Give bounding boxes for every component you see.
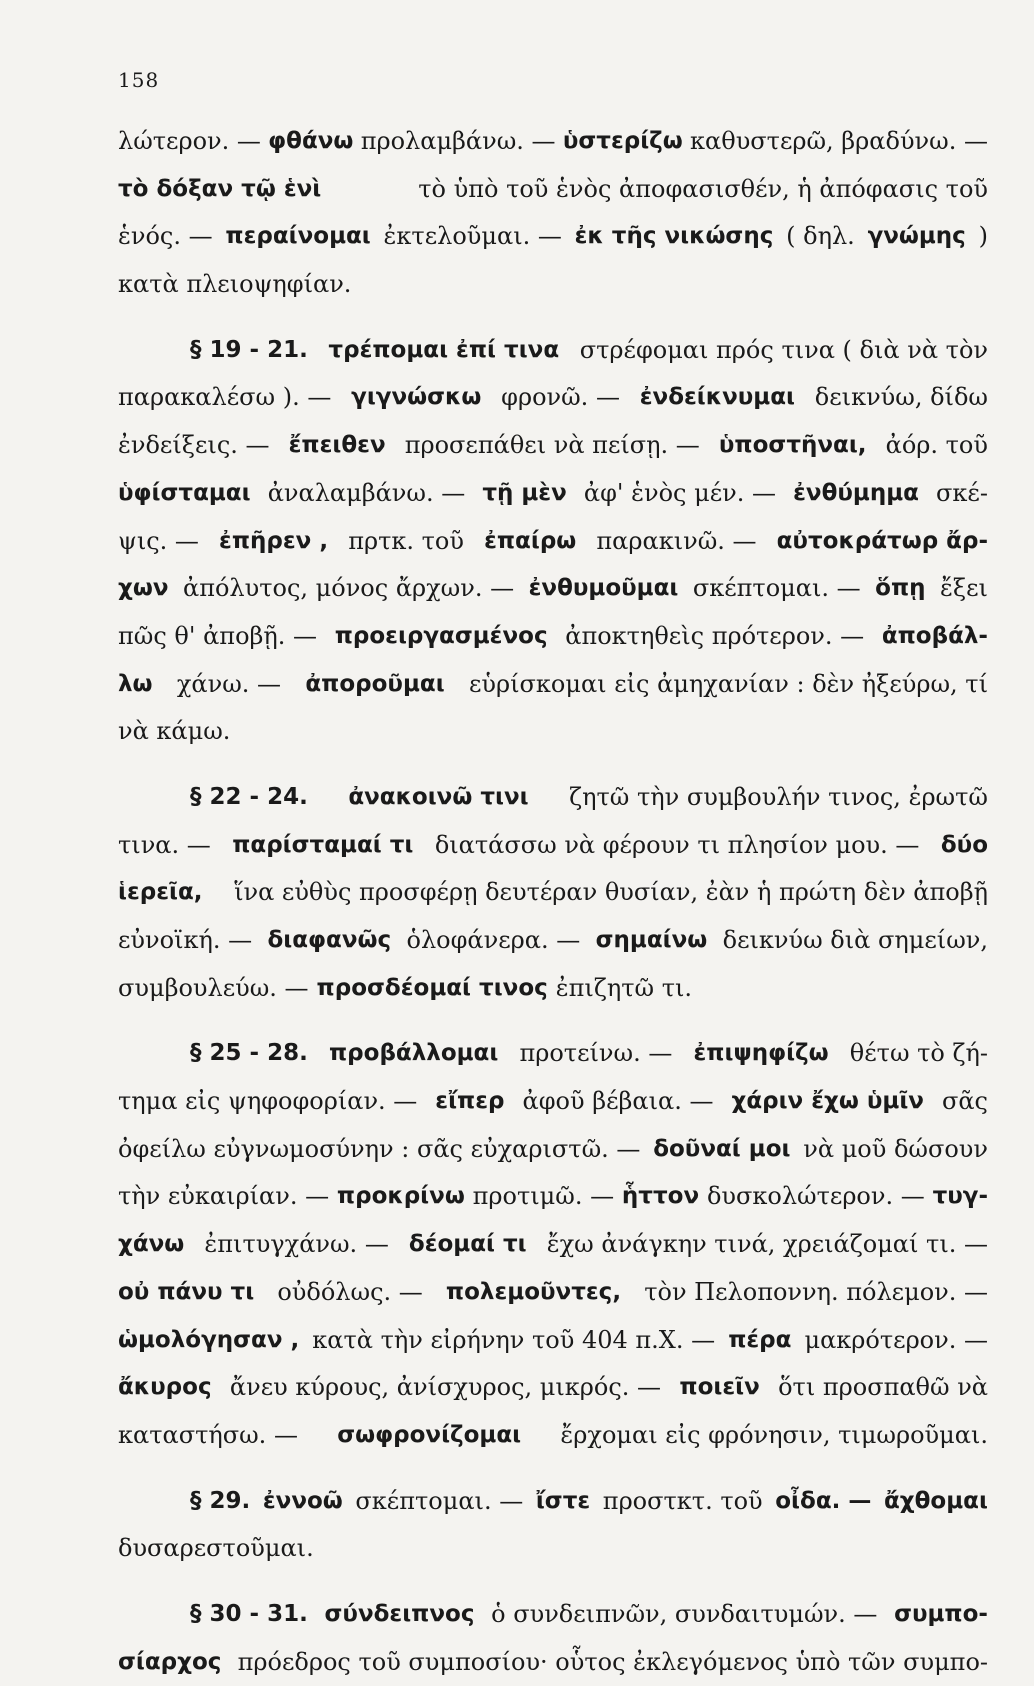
- headword: ὑποστῆναι,: [718, 432, 867, 459]
- gloss-text: παρακαλέσω ). —: [118, 383, 332, 412]
- text-line: [118, 661, 988, 709]
- gloss-text: δυσκολώτερον. —: [706, 1182, 925, 1211]
- headword: οὐ πάνυ τι: [118, 1278, 255, 1305]
- headword: ἐνδείκνυμαι: [639, 384, 795, 411]
- gloss-text: προτείνω. —: [519, 1039, 673, 1068]
- text-line: [118, 470, 988, 518]
- paragraph-gap: [118, 756, 988, 774]
- headword: προβάλλομαι: [328, 1040, 499, 1067]
- text-line: [118, 1364, 988, 1412]
- headword: πέρα: [728, 1326, 792, 1353]
- text-line: [118, 213, 988, 261]
- text-line: [118, 1478, 988, 1526]
- gloss-text: χάνω. —: [176, 669, 282, 698]
- text-line: [118, 1317, 988, 1365]
- text-line: [118, 822, 988, 870]
- text-line: [118, 1173, 988, 1221]
- headword: φθάνω: [268, 128, 354, 154]
- gloss-text: συμβουλεύω. —: [118, 973, 309, 1002]
- gloss-text: δεικνύω διὰ σημείων,: [722, 926, 988, 954]
- gloss-text: ψις. —: [118, 526, 199, 555]
- gloss-text: ἔξει: [940, 574, 988, 603]
- gloss-text: λώτερον. —: [118, 127, 261, 155]
- gloss-text: ἀόρ. τοῦ: [885, 431, 988, 460]
- paragraph-gap: [118, 1012, 988, 1030]
- gloss-text: προσεπάθει νὰ πείσῃ. —: [404, 431, 700, 460]
- headword: αὐτοκράτωρ ἄρ-: [776, 527, 988, 554]
- text-line: [118, 1525, 988, 1573]
- text-line: [118, 374, 988, 422]
- headword: περαίνομαι: [225, 223, 371, 250]
- headword: ἐννοῶ: [262, 1487, 343, 1514]
- gloss-text: μακρότερον. —: [804, 1325, 988, 1354]
- headword: ἀποροῦμαι: [305, 670, 445, 697]
- headword: ἧττον: [621, 1183, 700, 1210]
- gloss-text: σᾶς: [941, 1087, 988, 1116]
- gloss-text: ): [978, 222, 988, 251]
- text-line: [118, 565, 988, 613]
- headword: οἶδα. —: [775, 1487, 872, 1514]
- headword: συμπο-: [894, 1600, 988, 1627]
- gloss-text: ζητῶ τὴν συμβουλήν τινος, ἐρωτῶ: [569, 782, 988, 811]
- gloss-text: προλαμβάνω. —: [360, 127, 556, 155]
- gloss-text: φρονῶ. —: [501, 383, 620, 412]
- gloss-text: ὀφείλω εὐγνωμοσύνην : σᾶς εὐχαριστῶ. —: [118, 1134, 641, 1163]
- headword: ποιεῖν: [679, 1374, 760, 1401]
- text-line: [118, 965, 988, 1013]
- gloss-text: εὑρίσκομαι εἰς ἀμηχανίαν : δὲν ἠξεύρω, τί: [468, 669, 988, 698]
- headword: γνώμης: [867, 223, 966, 250]
- gloss-text: ( δηλ.: [786, 222, 855, 251]
- headword: τρέπομαι ἐπί τινα: [328, 336, 560, 363]
- gloss-text: ἐπιτυγχάνω. —: [204, 1230, 389, 1259]
- gloss-text: ἀποκτηθεὶς πρότερον. —: [565, 621, 865, 650]
- headword: ἐπαίρω: [484, 527, 577, 554]
- text-line: [118, 118, 988, 166]
- gloss-text: ἔχω ἀνάγκην τινά, χρειάζομαί τι. —: [546, 1230, 988, 1259]
- gloss-text: ὁ συνδειπνῶν, συνδαιτυμών. —: [491, 1599, 878, 1628]
- gloss-text: ἄνευ κύρους, ἀνίσχυρος, μικρός. —: [229, 1373, 662, 1402]
- text-line: [118, 869, 988, 917]
- headword: σωφρονίζομαι: [337, 1421, 522, 1448]
- headword: ἐπῆρεν ,: [219, 527, 329, 554]
- headword: δέομαί τι: [408, 1231, 527, 1258]
- gloss-text: ἑνός. —: [118, 222, 213, 251]
- gloss-text: τὴν εὐκαιρίαν. —: [118, 1182, 330, 1211]
- headword: χάνω: [118, 1231, 185, 1258]
- headword: ἴστε: [535, 1487, 591, 1514]
- gloss-text: καθυστερῶ, βραδύνω. —: [690, 127, 988, 155]
- gloss-text: ὅτι προσπαθῶ νὰ: [778, 1373, 988, 1402]
- text-line: [118, 1269, 988, 1317]
- text-line: [118, 1591, 988, 1639]
- gloss-text: παρακινῶ. —: [596, 526, 757, 555]
- headword: ἐπιψηφίζω: [693, 1040, 829, 1067]
- gloss-text: ἀφ' ἑνὸς μέν. —: [583, 478, 776, 507]
- gloss-text: ὁλοφάνερα. —: [406, 926, 581, 954]
- headword: ἱερεῖα,: [118, 879, 203, 906]
- gloss-text: ἐπιζητῶ τι.: [555, 973, 693, 1002]
- headword: δύο: [940, 831, 988, 858]
- gloss-text: ἀπόλυτος, μόνος ἄρχων. —: [183, 574, 515, 603]
- headword: ὡμολόγησαν ,: [118, 1326, 300, 1353]
- text-line: [118, 613, 988, 661]
- gloss-text: εὐνοϊκή. —: [118, 926, 253, 954]
- headword: ἔπειθεν: [288, 432, 386, 459]
- gloss-text: δεικνύω, δίδω: [814, 383, 988, 412]
- headword: τῇ μὲν: [482, 479, 567, 506]
- headword: ἐνθυμοῦμαι: [528, 575, 679, 602]
- gloss-text: ἔρχομαι εἰς φρόνησιν, τιμωροῦμαι.: [560, 1420, 988, 1449]
- text-line: [118, 708, 988, 756]
- section-marker: § 29.: [190, 1487, 251, 1514]
- gloss-text: πρόεδρος τοῦ συμποσίου· οὗτος ἐκλεγόμενος ὑπὸ τῶν συμπο-: [237, 1647, 988, 1676]
- section-marker: § 22 - 24.: [190, 783, 308, 810]
- headword: ἀποβάλ-: [881, 622, 988, 649]
- text-line: [118, 261, 988, 309]
- gloss-text: διατάσσω νὰ φέρουν τι πλησίον μου. —: [434, 830, 920, 859]
- headword: παρίσταμαί τι: [232, 831, 414, 858]
- headword: ὅπῃ: [875, 575, 926, 602]
- headword: πολεμοῦντες,: [445, 1278, 622, 1305]
- headword: προσδέομαί τινος: [316, 974, 548, 1001]
- paragraph-gap: [118, 1573, 988, 1591]
- gloss-text: νὰ κάμω.: [118, 717, 231, 746]
- headword: ὑφίσταμαι: [118, 479, 251, 506]
- section-marker: § 19 - 21.: [190, 336, 308, 363]
- text-line: [118, 1078, 988, 1126]
- headword: εἴπερ: [435, 1088, 505, 1115]
- gloss-text: ἵνα εὐθὺς προσφέρῃ δευτέραν θυσίαν, ἐὰν ἡ πρώτη δὲν ἀποβῇ: [234, 878, 988, 907]
- headword: ἐκ τῆς νικώσης: [574, 223, 774, 250]
- headword: ἐνθύμημα: [793, 479, 919, 506]
- text-line: [118, 1030, 988, 1078]
- gloss-text: νὰ μοῦ δώσουν: [803, 1134, 988, 1163]
- headword: προειργασμένος: [334, 622, 548, 649]
- gloss-text: πρτκ. τοῦ: [348, 526, 464, 555]
- page-number: 158: [118, 68, 160, 92]
- headword: ὑστερίζω: [562, 128, 683, 154]
- gloss-text: πῶς θ' ἀποβῇ. —: [118, 621, 318, 650]
- gloss-text: σκέπτομαι. —: [355, 1486, 524, 1515]
- headword: ἄχθομαι: [883, 1487, 988, 1514]
- gloss-text: τὸν Πελοποννη. πόλεμον. —: [644, 1277, 988, 1306]
- headword: γιγνώσκω: [351, 384, 482, 411]
- headword: δοῦναί μοι: [653, 1135, 791, 1162]
- section-marker: § 25 - 28.: [190, 1040, 308, 1067]
- gloss-text: καταστήσω. —: [118, 1420, 298, 1449]
- gloss-text: προτιμῶ. —: [472, 1182, 615, 1211]
- text-line: [118, 518, 988, 566]
- headword: σύνδειπνος: [324, 1600, 475, 1627]
- headword: διαφανῶς: [267, 927, 392, 953]
- gloss-text: δυσαρεστοῦμαι.: [118, 1534, 314, 1563]
- gloss-text: ἐκτελοῦμαι. —: [383, 222, 562, 251]
- gloss-text: τὸ ὑπὸ τοῦ ἑνὸς ἀποφασισθέν, ἡ ἀπόφασις τοῦ: [418, 174, 988, 203]
- headword: χων: [118, 575, 169, 602]
- headword: τυγ-: [932, 1183, 988, 1210]
- gloss-text: ἀναλαμβάνω. —: [267, 478, 466, 507]
- text-line: [118, 166, 988, 214]
- headword: σημαίνω: [595, 927, 708, 953]
- gloss-text: σκέ-: [936, 478, 988, 507]
- headword: τὸ δόξαν τῷ ἑνὶ: [118, 175, 322, 202]
- gloss-text: στρέφομαι πρός τινα ( διὰ νὰ τὸν: [579, 335, 988, 364]
- headword: σίαρχος: [118, 1648, 222, 1675]
- headword: ἀνακοινῶ τινι: [348, 783, 529, 810]
- page-text: [118, 118, 988, 1686]
- headword: ἄκυρος: [118, 1374, 212, 1401]
- text-line: [118, 1639, 988, 1686]
- gloss-text: οὐδόλως. —: [277, 1277, 423, 1306]
- text-line: [118, 917, 988, 965]
- gloss-text: τημα εἰς ψηφοφορίαν. —: [118, 1087, 418, 1116]
- gloss-text: κατὰ τὴν εἰρήνην τοῦ 404 π.Χ. —: [312, 1325, 716, 1354]
- text-line: [118, 422, 988, 470]
- text-line: [118, 774, 988, 822]
- headword: προκρίνω: [336, 1183, 465, 1210]
- gloss-text: προστκτ. τοῦ: [602, 1486, 763, 1515]
- section-marker: § 30 - 31.: [190, 1600, 308, 1627]
- text-line: [118, 1412, 988, 1460]
- text-line: [118, 1126, 988, 1174]
- gloss-text: τινα. —: [118, 830, 211, 859]
- gloss-text: σκέπτομαι. —: [692, 574, 861, 603]
- gloss-text: ἐνδείξεις. —: [118, 431, 270, 460]
- gloss-text: θέτω τὸ ζή-: [849, 1039, 988, 1068]
- headword: λω: [118, 670, 153, 697]
- gloss-text: ἀφοῦ βέβαια. —: [522, 1087, 714, 1116]
- paragraph-gap: [118, 309, 988, 327]
- gloss-text: κατὰ πλειοψηφίαν.: [118, 270, 352, 299]
- text-line: [118, 327, 988, 375]
- paragraph-gap: [118, 1460, 988, 1478]
- text-line: [118, 1221, 988, 1269]
- headword: χάριν ἔχω ὑμῖν: [731, 1088, 924, 1115]
